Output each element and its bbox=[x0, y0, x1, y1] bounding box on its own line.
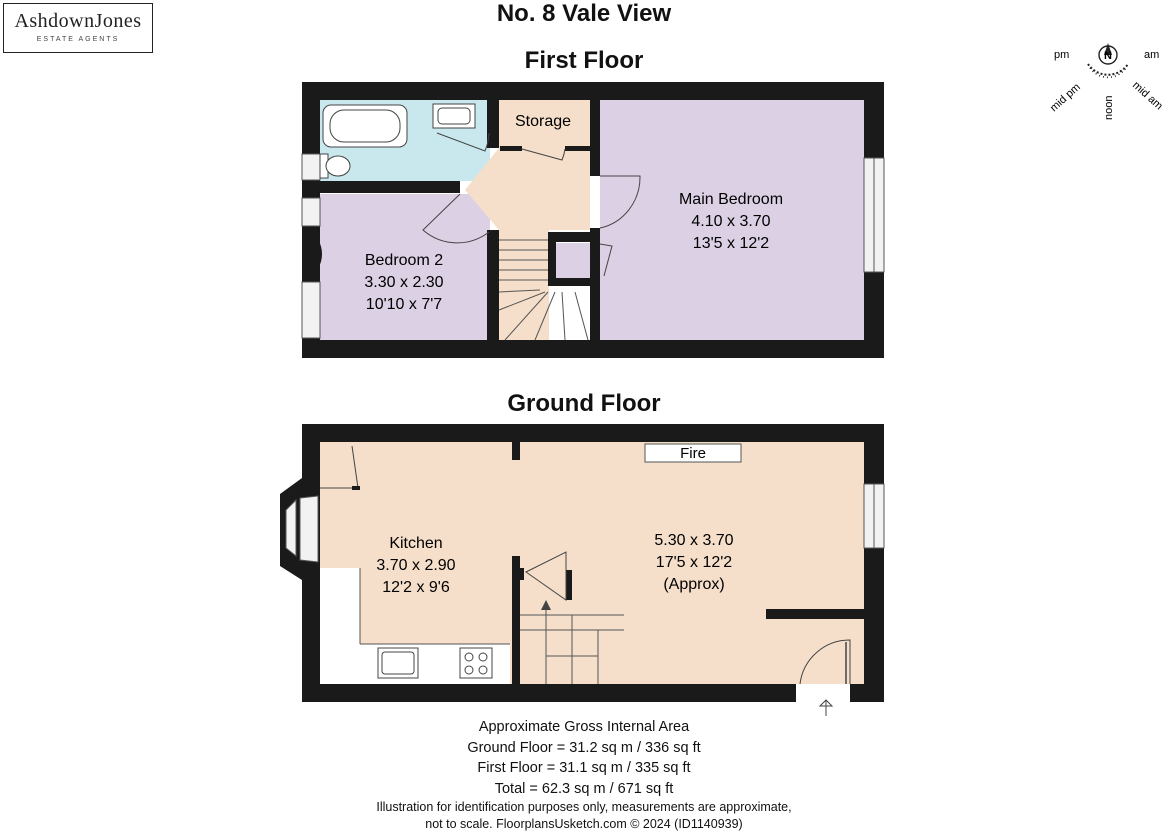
hall-wall bbox=[766, 609, 864, 619]
bedroom2-window-bottom bbox=[302, 282, 320, 338]
wall-bath-bed2 bbox=[320, 181, 460, 193]
ground-wall-top bbox=[302, 424, 884, 442]
kitchen-imperial: 12'2 x 9'6 bbox=[382, 579, 450, 596]
main-bedroom-imperial: 13'5 x 12'2 bbox=[692, 235, 770, 252]
kitchen-name: Kitchen bbox=[389, 535, 443, 552]
hob-icon bbox=[460, 648, 492, 678]
disclaimer-line-1: Illustration for identification purposes only, measurements are approximate, bbox=[376, 800, 792, 814]
property-title: No. 8 Vale View bbox=[496, 0, 672, 27]
logo-tagline: ESTATE AGENTS bbox=[36, 36, 120, 43]
compass-am-label: am bbox=[1144, 49, 1160, 61]
area-first: First Floor = 31.1 sq m / 335 sq ft bbox=[477, 760, 691, 776]
living-note: (Approx) bbox=[663, 576, 725, 593]
ground-floor-heading: Ground Floor bbox=[507, 390, 661, 417]
bedroom2-window-top bbox=[302, 198, 320, 226]
storage-label: Storage bbox=[514, 113, 572, 130]
living-imperial: 17'5 x 12'2 bbox=[655, 554, 733, 571]
disclaimer bbox=[0, 799, 1168, 833]
compass-noon-label: noon bbox=[1103, 95, 1115, 120]
bedroom2-imperial: 10'10 x 7'7 bbox=[365, 296, 443, 313]
kitchen-metric: 3.70 x 2.90 bbox=[376, 557, 456, 574]
compass-rose bbox=[1040, 40, 1168, 130]
logo-name: AshdownJones bbox=[14, 10, 142, 32]
ground-floor-plan bbox=[270, 420, 895, 720]
living-metric: 5.30 x 3.70 bbox=[654, 532, 734, 549]
compass-mid-am-label: mid am bbox=[1129, 79, 1165, 113]
ground-wall-right-top bbox=[864, 424, 884, 484]
bathroom-window bbox=[302, 154, 320, 180]
bedroom2-metric: 3.30 x 2.30 bbox=[364, 274, 444, 291]
main-bedroom-metric: 4.10 x 3.70 bbox=[691, 213, 771, 230]
main-bedroom-name: Main Bedroom bbox=[678, 191, 784, 208]
ground-wall-left-bottom bbox=[302, 578, 320, 702]
first-floor-plan bbox=[295, 80, 895, 365]
wall-bottom bbox=[302, 340, 884, 358]
sun-arc-inner-icon bbox=[1090, 68, 1126, 77]
compass-north-label: N bbox=[1104, 50, 1112, 62]
area-total: Total = 62.3 sq m / 671 sq ft bbox=[494, 780, 674, 797]
ground-wall-left-top bbox=[302, 424, 320, 480]
first-floor-heading: First Floor bbox=[524, 47, 644, 74]
ground-wall-stub bbox=[512, 442, 520, 460]
ground-wall-right-bottom bbox=[864, 548, 884, 702]
wall-bed2-stairs bbox=[487, 230, 499, 340]
ground-wall-bottom-left bbox=[302, 684, 796, 702]
bay-window-glass bbox=[286, 500, 296, 556]
compass-mid-pm-label: mid pm bbox=[1047, 81, 1083, 115]
wall-top bbox=[302, 82, 884, 100]
area-heading: Approximate Gross Internal Area bbox=[478, 719, 690, 735]
compass-pm-label: pm bbox=[1054, 49, 1070, 61]
wall-landing-main-top bbox=[590, 100, 600, 176]
stair-wall bbox=[512, 556, 520, 684]
sun-arc-icon bbox=[1088, 64, 1128, 75]
area-summary bbox=[0, 717, 1168, 799]
wall-bath-landing bbox=[487, 100, 499, 148]
disclaimer-line-2: not to scale. FloorplansUsketch.com © 2024 (ID1140939) bbox=[425, 817, 743, 831]
area-ground: Ground Floor = 31.2 sq m / 336 sq ft bbox=[467, 739, 701, 756]
bedroom2-name: Bedroom 2 bbox=[364, 252, 444, 269]
fire-label: Fire bbox=[680, 445, 706, 462]
